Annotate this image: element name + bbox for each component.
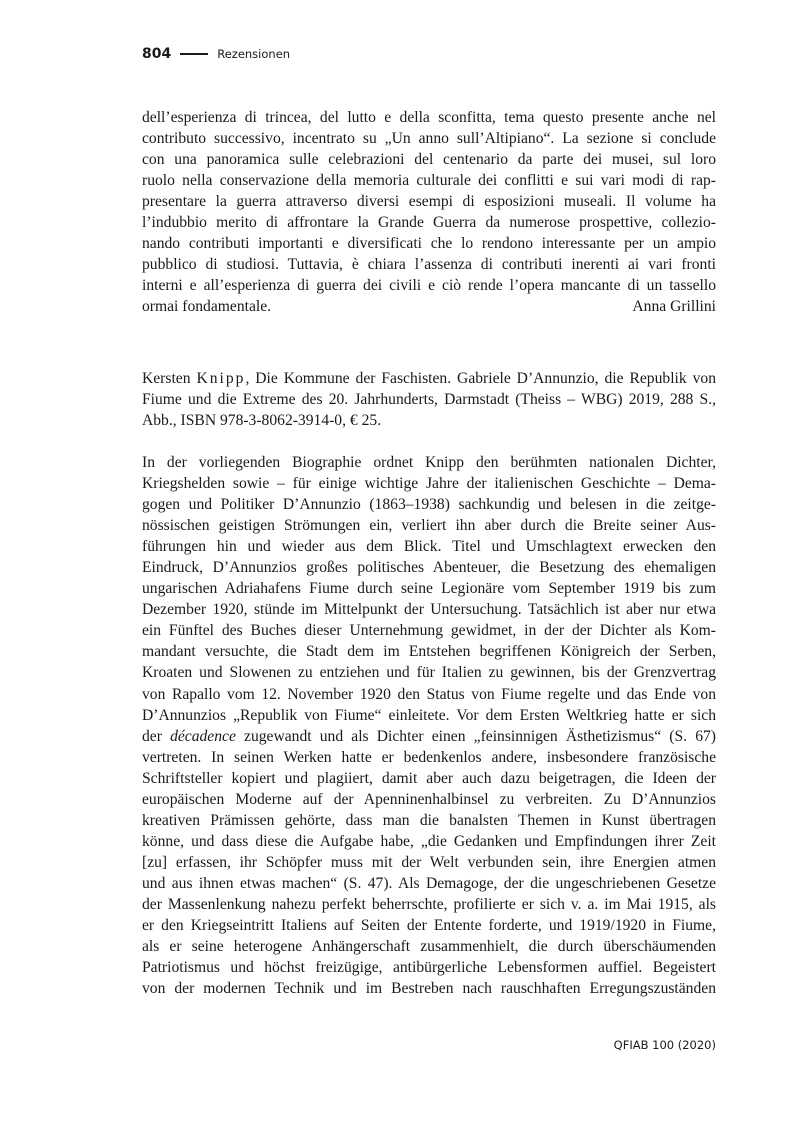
- text-line: Kroaten und Slowenen zu entziehen und für Italien zu gewinnen, bis der Grenzvertrag: [142, 664, 716, 682]
- text-line: l’indubbio merito di affrontare la Grande Guerra da numerose prospettive, collezio-: [142, 214, 716, 232]
- review-author: Anna Grillini: [632, 298, 716, 316]
- text-line: dell’esperienza di trincea, del lutto e della sconfitta, tema questo presente anche nel: [142, 109, 716, 126]
- text-line: ruolo nella conservazione della memoria culturale dei conflitti e sui vari modi di rap-: [142, 172, 716, 190]
- text-line: er den Kriegseintritt Italiens auf Seiten der Entente forderte, und 1919/1920 in Fiume,: [142, 917, 716, 935]
- text-line: Kriegshelden sowie – für einige wichtige Jahre der italienischen Geschichte – Dema-: [142, 475, 716, 493]
- text-line: Patriotismus und höchst freizügige, antibürgerliche Lebensformen auffiel. Begeistert: [142, 959, 716, 977]
- italic-term: décadence: [170, 727, 236, 745]
- text-line: D’Annunzios „Republik von Fiume“ einleitete. Vor dem Ersten Weltkrieg hatte er sich: [142, 706, 716, 724]
- text-fragment: der: [142, 727, 171, 745]
- text-line: mandant versuchte, die Stadt dem im Entstehen begriffenen Königreich der Serben,: [142, 643, 716, 661]
- header-rule: [180, 53, 208, 55]
- citation-author-first: Kersten: [142, 370, 197, 387]
- text-line: interni e all’esperienza di guerra dei civili e ciò rende l’opera mancante di un tassello: [142, 277, 716, 295]
- section-title: Rezensionen: [217, 47, 291, 61]
- review-1-body: [142, 107, 716, 317]
- text-line: kreativen Prämissen gehörte, dass man die banalsten Themen in Kunst übertragen: [142, 811, 716, 829]
- review-2-body: [142, 452, 716, 999]
- text-line: der Massenlenkung nahezu perfekt beherrschte, profilierte er sich v. a. im Mai 1915, als: [142, 895, 716, 913]
- text-line: von Rapallo vom 12. November 1920 den Status von Fiume regelte und das Ende von: [142, 685, 716, 703]
- running-head: [142, 44, 290, 64]
- text-line: [zu] erfassen, ihr Schöpfer muss mit der Welt verbunden sein, ihre Energien atmen: [142, 853, 716, 871]
- journal-footer: QFIAB 100 (2020): [613, 1038, 716, 1052]
- text-line: ungarischen Adriahafens Fiume durch seine Legionäre vom September 1919 bis zum: [142, 580, 716, 598]
- text-line: pubblico di studiosi. Tuttavia, è chiara l’assenza di contributi inerenti ai vari fronti: [142, 256, 716, 274]
- book-citation: [142, 368, 716, 431]
- text-line: ormai fondamentale.: [142, 298, 272, 316]
- citation-author-last: Knipp: [196, 370, 246, 387]
- text-line: Schriftsteller kopiert und plagiiert, damit aber auch dazu beigetragen, die Ideen der: [142, 769, 716, 787]
- text-line: und aus ihnen etwas machen“ (S. 47). Als Demagoge, der die ungeschriebenen Gesetze: [142, 874, 716, 892]
- text-line: Dezember 1920, stünde im Mittelpunkt der Untersuchung. Tatsächlich ist aber nur etwa: [142, 601, 716, 619]
- text-line: nössischen geistigen Strömungen ein, verliert ihn aber durch die Breite seiner Aus-: [142, 517, 716, 535]
- text-line: gogen und Politiker D’Annunzio (1863–1938) sachkundig und belesen in die zeitge-: [142, 496, 716, 514]
- citation-line: Fiume und die Extreme des 20. Jahrhunderts, Darmstadt (Theiss – WBG) 2019, 288 S.,: [142, 391, 716, 409]
- text-line: contributo successivo, incentrato su „Un anno sull’Altipiano“. La sezione si conclude: [142, 130, 716, 148]
- text-line: könne, und dass diese die Aufgabe habe, „die Gedanken und Empfindungen ihrer Zeit: [142, 832, 716, 850]
- text-line: presentare la guerra attraverso diversi esempi di esposizioni museali. Il volume ha: [142, 193, 716, 211]
- citation-line: [142, 368, 716, 389]
- citation-line: Abb., ISBN 978-3-8062-3914-0, € 25.: [142, 412, 382, 430]
- text-line: vertreten. In seinen Werken hatte er bedenkenlos andere, insbesondere französische: [142, 748, 716, 766]
- page-number: 804: [142, 46, 172, 62]
- text-line: In der vorliegenden Biographie ordnet Knipp den berühmten nationalen Dichter,: [142, 454, 716, 471]
- text-line: führungen hin und wieder aus dem Blick. Titel und Umschlagtext erwecken den: [142, 538, 716, 556]
- text-line: als er seine heterogene Anhängerschaft zusammenhielt, die durch überschäumenden: [142, 938, 716, 956]
- closing-line: [142, 296, 716, 317]
- text-fragment: zugewandt und als Dichter einen „feinsinnigen Ästhetizismus“ (S. 67): [235, 727, 716, 745]
- text-line: [142, 726, 716, 747]
- text-line: Eindruck, D’Annunzios großes politisches Abenteuer, die Besetzung des ehemaligen: [142, 559, 716, 577]
- text-line: ein Fünftel des Buches dieser Unternehmung gewidmet, in der der Dichter als Kom-: [142, 622, 716, 640]
- text-line: con una panoramica sulle celebrazioni del centenario da parte dei musei, sul loro: [142, 151, 716, 169]
- text-line: von der modernen Technik und im Bestreben nach rauschhaften Erregungszuständen: [142, 980, 716, 998]
- citation-title: , Die Kommune der Faschisten. Gabriele D’Annunzio, die Republik von: [245, 370, 716, 387]
- text-line: europäischen Moderne auf der Apenninenhalbinsel zu verbreiten. Zu D’Annunzios: [142, 790, 716, 808]
- text-line: nando contributi importanti e diversificati che lo rendono interessante per un ampio: [142, 235, 716, 253]
